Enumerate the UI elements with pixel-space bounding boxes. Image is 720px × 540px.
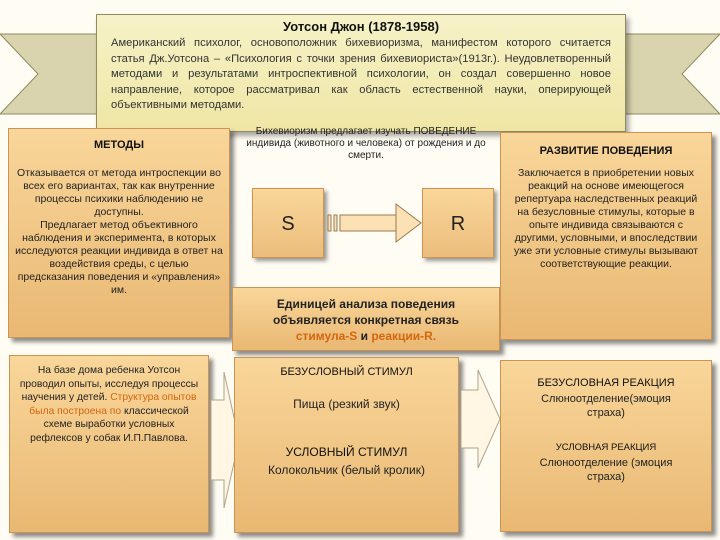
- experiment-text-2: Структура опытов была построена по: [29, 392, 197, 417]
- development-box: [500, 132, 712, 340]
- experiment-text: [18, 364, 200, 445]
- experiment-text-1: На базе дома ребенка Уотсон проводил опыты, исследуя процессы научения у детей.: [19, 365, 199, 403]
- unconditioned-reaction-title: БЕЗУСЛОВНАЯ РЕАКЦИЯ: [537, 377, 675, 389]
- unconditioned-stimulus-title: БЕЗУСЛОВНЫЙ СТИМУЛ: [280, 366, 413, 378]
- unit-reaction: реакции-R.: [371, 329, 437, 343]
- conditioned-stimulus-title: УСЛОВНЫЙ СТИМУЛ: [285, 445, 408, 459]
- conditioned-reaction-title: УСЛОВНАЯ РЕАКЦИЯ: [555, 442, 657, 453]
- banner-right-tail: [620, 26, 720, 122]
- banner-text: Американский психолог, основоположник бихевиоризма, манифестом которого считается статья Дж.Уотсона – «Психология с точки зрения бихевиориста»(1913г.). Неудовлетворенный методами и результатами интроспективной психологии, он создал совершенно новое направление, которое рассматривал как область естественной науки, оперирующей объективными методами.: [111, 37, 611, 111]
- reaction-r-box: R: [422, 188, 494, 258]
- methods-text-2: Предлагает метод объективного наблюдения и эксперимента, в которых исследуются реакции индивида в ответ на воздействия среды, с целью предсказания поведения и «управления» им.: [15, 219, 223, 296]
- experiment-text-3: классической схеме выработки условных рефлексов у собак И.П.Павлова.: [30, 405, 189, 444]
- s-to-r-arrow-icon: [326, 198, 424, 248]
- unit-stimulus: стимула-S: [295, 329, 358, 343]
- unit-line-1: Единицей анализа поведения: [276, 297, 456, 311]
- unit-line-3: [233, 328, 499, 344]
- watson-banner: [96, 14, 626, 132]
- behaviour-note: Бихевиоризм предлагает изучать ПОВЕДЕНИЕ индивида (животного и человека) от рождения и до смерти.: [246, 126, 486, 161]
- unit-line-2: объявляется конкретная связь: [272, 313, 460, 327]
- conditioned-reaction-value: Слюноотделение (эмоция страха): [539, 457, 673, 483]
- methods-text-1: Отказывается от метода интроспекции во всех его вариантах, так как внутренние процессы психики наблюдению не доступны.: [17, 167, 221, 218]
- development-title: РАЗВИТИЕ ПОВЕДЕНИЯ: [539, 145, 673, 157]
- experiment-box: [9, 355, 209, 533]
- stimulus-reaction-arrow-icon: [460, 368, 502, 470]
- unit-and: и: [357, 329, 372, 343]
- methods-title: МЕТОДЫ: [94, 139, 144, 151]
- methods-box: [8, 128, 230, 338]
- unconditioned-reaction-value: Слюноотделение(эмоция страха): [541, 393, 671, 419]
- banner-left-tail: [0, 26, 100, 122]
- unit-of-analysis-box: [232, 287, 500, 351]
- stimulus-s-box: S: [252, 188, 324, 258]
- banner-title: Уотсон Джон (1878-1958): [282, 19, 440, 34]
- development-text: Заключается в приобретении новых реакций на основе имеющегося репертуара наследственных реакций на безусловные стимулы, которые в опыте индивида связываются с другими, условными, и впоследствии уже эти условные стимулы вызывают соответствующие реакции.: [513, 167, 699, 270]
- reaction-box: [500, 360, 712, 532]
- conditioned-stimulus-value: Колокольчик (белый кролик): [268, 463, 425, 477]
- stimulus-box: [234, 357, 459, 533]
- unconditioned-stimulus-value: Пища (резкий звук): [293, 397, 400, 411]
